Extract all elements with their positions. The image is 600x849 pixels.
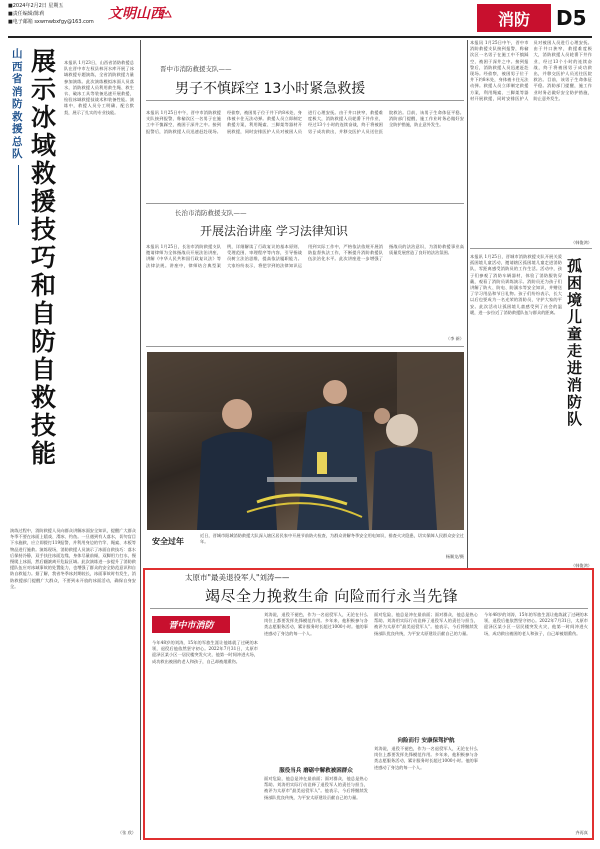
feature-body-2: 刘涛说，退役不褪色，作为一名退役军人，无论在什么岗位上都要发挥先锋模范作用。多年来，他积极参与各类志愿服务活动，累计服务时长超过1000小时。他的事迹感动了身边的每一个人。 [264,612,368,636]
story-c-body: 本报讯 1月25日，晋城市消防救援支队开展关爱孤困境儿童活动，邀请辖区孤困境儿童走进消防队，零距离感受消防员的工作生活。活动中，孩子们参观了消防车辆器材，体验了消防服装穿戴，观看了消防员训练演示。消防员还为孩子们讲解了防火、防电、防溺水等安全知识，并赠送了学习用品和节日礼物。孩子们纷纷表示，长大以后也要成为一名光荣的消防员，守护大家的平安。此次活动让孤困境儿童感受到了社会的温暖，进一步拉近了消防救援队伍与群众的距离。 [470,254,562,315]
feature-headline: 竭尽全力挽救生命 向险而行永当先锋 [205,587,459,605]
feature-body-3: 面对危险，他总是冲在最前面；面对群众，他总是热心帮助。刘涛用实际行动诠释了退役军人的责任与担当，被评为太原市"最美退役军人"。他表示，今后将继续发扬部队优良传统，为平安太原建设贡献自己的力量。 [374,612,478,636]
feature-body-1: 今年48岁的刘涛，15年的军旅生涯让他练就了过硬的本领，退役后他依然坚守初心。2022年7月31日，太原市迎泽区某小区一居民楼突发火灾，他第一时间冲进火场，成功救出被困的老人和孩子，自己却被烟熏伤。 [152,640,258,664]
email-line: ■电子邮箱 sxwmwbxfgy@163.com [8,19,94,25]
left-vertical-kicker: 山西省消防救援总队 [12,48,23,160]
section-tab: 消防 [477,4,551,32]
story-a-rule [146,100,464,101]
mountain-icon [158,4,172,18]
right-continued-text: 本报讯 1月25日中午，晋中市消防救援支队接到报警，称榆次区一名男子在施工中不慎踩空，被困于深井之中。接到报警后，消防救援人员迅速赶赴现场。经侦察，被困男子位于井下约8米处，身体被卡住无法动弹。救援人员立即制定救援方案，利用绳索、三脚架等器材开展救援，同时安排医护人员对被困人员进行心理安抚。由于井口狭窄，救援难度极大，消防救援人员轮番下井作业，经过13个小时的连续奋战，终于将被困男子成功救出，并移交医护人员送往医院救治。目前，该男子生命体征平稳。消防部门提醒，施工作业时务必做好安全防护措施，防止意外发生。 [470,40,592,101]
story-b-divider [146,346,464,347]
photo-byline: 杨顺龙/摄 [445,554,464,559]
story-b-body: 本报讯 1月25日，长治市消防救援支队邀请律师为全体指战员开展法治讲座，讲解《中华人民共和国行政复议法》等法律法规。讲座中，律师结合典型案例，详细解读了行政复议的基本原则、受理范围、审理程序等内容，引导指战员树立法治思维，提高依法履职能力。大家纷纷表示，将把学到的法律知识运用到实际工作中，严格依法依规开展消防监督执法工作，不断提升消防救援队伍法治化水平。此次讲座进一步增强了指战员的法治意识，为消防救援事业高质量发展营造了良好的法治氛围。 [146,244,464,268]
story-b-headline: 开展法治讲座 学习法律知识 [200,224,348,238]
kicker-rule [18,165,19,225]
story-a-body: 本报讯 1月25日中午，晋中市消防救援支队接到报警，称榆次区一名男子在施工中不慎踩空，被困于深井之中。接到报警后，消防救援人员迅速赶赴现场。经侦察，被困男子位于井下约8米处，身体被卡住无法动弹。救援人员立即制定救援方案，利用绳索、三脚架等器材开展救援，同时安排医护人员对被困人员进行心理安抚。由于井口狭窄，救援难度极大，消防救援人员轮番下井作业，经过13个小时的连续奋战，终于将被困男子成功救出，并移交医护人员送往医院救治。目前，该男子生命体征平稳。消防部门提醒，施工作业时务必做好安全防护措施，防止意外发生。 [146,110,464,134]
feature-rule [150,608,588,609]
masthead-rule [8,36,592,38]
story-c-vertical-headline: 孤困境儿童走进消防队 [567,257,583,428]
left-headline: 展示冰域救援技巧和自防自救技能 [31,47,57,468]
story-a-headline: 男子不慎踩空 13小时紧急救援 [175,81,366,97]
feature-body-2b: 面对危险，他总是冲在最前面；面对群众，他总是热心帮助。刘涛用实际行动诠释了退役军人的责任与担当，被评为太原市"最美退役军人"。他表示，今后将继续发扬部队优良传统，为平安太原建设贡献自己的力量。 [264,776,368,800]
feature-kicker: 太原市"最美退役军人"刘涛—— [185,573,290,582]
story-c-rule [470,248,592,249]
photo-caption-text: 近日，晋城市阳城消防救援大队深入辖区居民家中开展节前防火检查，为群众讲解冬季安全用电知识，排查火灾隐患，切实保障人民群众安全过年。 [200,533,464,545]
feature-label-badge: 晋中市消防 [152,616,230,633]
left-byline: （张 欣） [117,830,136,835]
feature-subhead-1: 服役当兵 磨砺中解救被困群众 [279,768,353,774]
feature-byline: 齐再真 [575,830,588,835]
column-divider-left [140,40,141,840]
editor-line: ■责任编辑/陈莉 [8,11,45,17]
story-a-divider [146,203,464,204]
feature-body-4: 今年48岁的刘涛，15年的军旅生涯让他练就了过硬的本领，退役后他依然坚守初心。2022年7月31日，太原市迎泽区某小区一居民楼突发火灾，他第一时间冲进火场，成功救出被困的老人和孩子，自己却被烟熏伤。 [484,612,588,636]
photo-caption-tag: 安全过年 [152,537,184,546]
story-b-byline: （李 新） [445,336,464,341]
story-a-kicker: 晋中市消防救援支队—— [160,65,232,73]
feature-body-3b: 刘涛说，退役不褪色，作为一名退役军人，无论在什么岗位上都要发挥先锋模范作用。多年来，他积极参与各类志愿服务活动，累计服务时长超过1000小时。他的事迹感动了身边的每一个人。 [374,746,478,770]
left-lead-text: 本报讯 1月23日，山西省消防救援总队在晋中市左权县林河水库开展了冰域救援专题演练，全省消防救援力量参加演练。此次演练模拟冰面人员落水，消防救援人员利用救生绳、救生衣、破冰工具等装备迅速开展救援，检验冰域救援技战术和装备性能。演练中，救援人员分工明确、配合默契，展示了扎实的专业技能。 [64,60,134,115]
story-c-byline: （韩俊鸿） [571,563,592,568]
feature-subhead-2: 向险而行 安康保驾护航 [397,738,455,744]
rescue-photo [147,352,464,530]
story-b-kicker: 长治市消防救援支队—— [175,209,247,217]
page-number: D5 [556,6,587,30]
brand-logo: 文明山西 [108,6,164,22]
story-c-byline-top: （韩俊鸿） [571,240,592,245]
date-line: ■2024年2月2日 星期五 [8,3,64,9]
left-body-text: 演练过程中，消防救援人员向群众讲解冰面安全知识，提醒广大群众冬季不要在冰面上嬉戏、滑冰、钓鱼。一旦遇到有人落水，切勿盲目下水施救，应立即拨打119报警，并利用身边的竹竿、绳索、木板等物品进行施救。演练现场，消防救援人员演示了冰面自救技巧：落水后保持冷静，双手扶住冰面边缘，身体尽量前倾，双脚用力打水，慢慢爬上冰面，然后翻滚离开危险区域。此次演练进一步提升了消防救援队伍应对冰域事故的处置能力，也增强了群众的安全防范意识和自防自救能力。据了解，我省冬季冰封期较长，冰面事故时有发生，消防救援部门提醒广大群众，不要到未开放的冰面活动，确保自身安全。 [10,528,136,589]
column-divider-right [467,40,468,570]
